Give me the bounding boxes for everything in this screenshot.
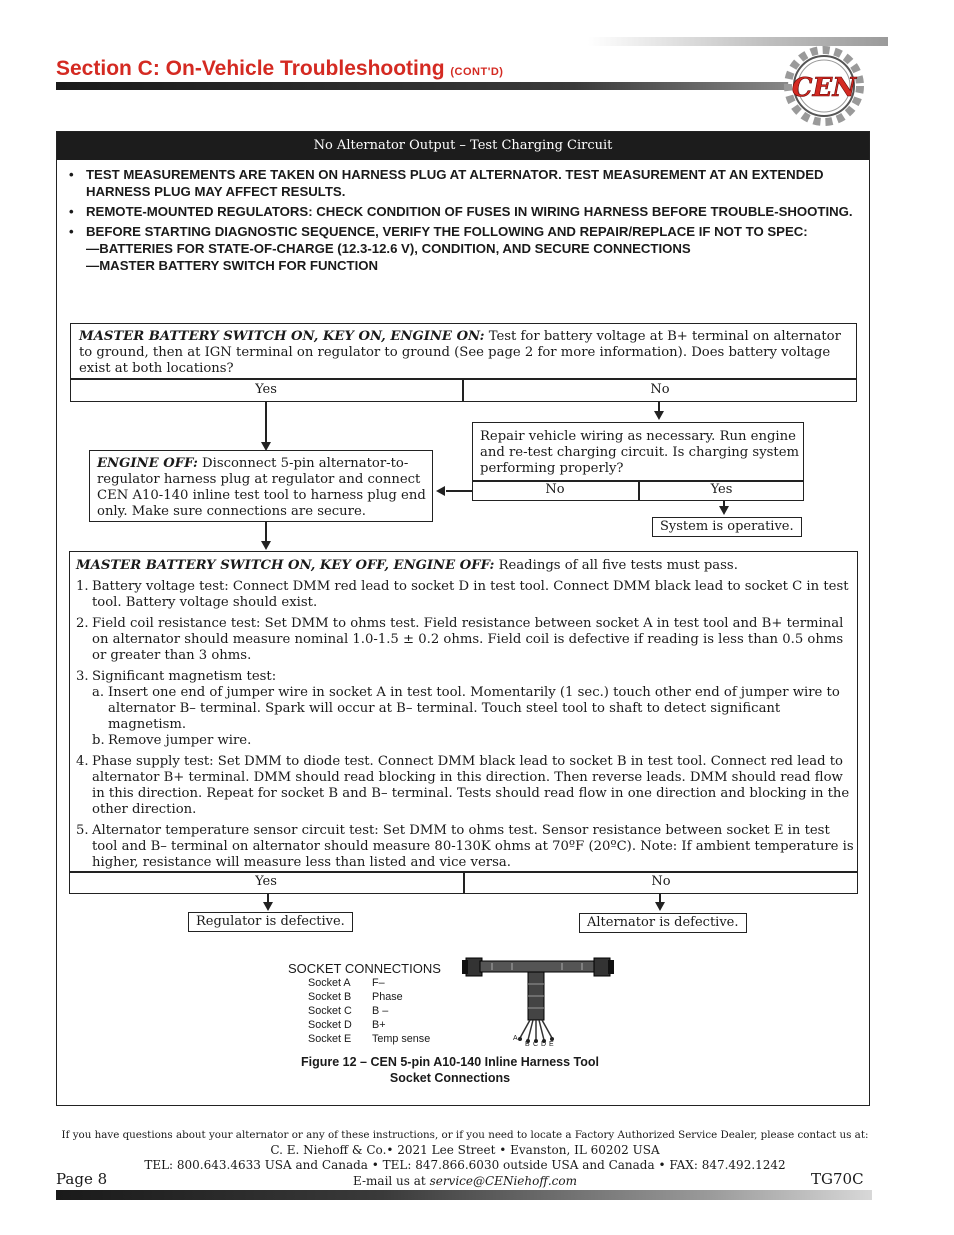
step1-no-label: No bbox=[650, 382, 670, 397]
repair-yes-label: Yes bbox=[710, 482, 733, 497]
socket-row: Socket A F– bbox=[308, 977, 385, 989]
test-step-4: 4. Phase supply test: Set DMM to diode test. Connect DMM black lead to socket B in test tool. Connect red lead to alternator B+ terminal. DMM should read blocking in this direction. Then reverse leads. DMM should read flow in this direction. Repeat for socket B and B– terminal. Tests should read flow in one direction and blocking in the other direction. bbox=[76, 754, 850, 817]
flow-line bbox=[265, 402, 267, 444]
warning-sub-bullet: —BATTERIES FOR STATE-OF-CHARGE (12.3-12.6 V), CONDITION, AND SECURE CONNECTIONS bbox=[86, 241, 691, 256]
alternator-defective-result: Alternator is defective. bbox=[579, 913, 747, 933]
figure-caption: Figure 12 – CEN 5-pin A10-140 Inline Harness Tool Socket Connections bbox=[301, 1055, 599, 1085]
test-step-2: 2. Field coil resistance test: Set DMM to ohms test. Field resistance between socket A in test tool and B+ terminal on alternator should measure nominal 1.0-1.5 ± 0.2 ohms. Field coil is defective if reading is less than 0.5 ohms or greater than 3 ohms. bbox=[76, 616, 844, 663]
step2-yes-label: Yes bbox=[255, 874, 277, 889]
flow-arrow-left-icon bbox=[436, 486, 445, 496]
warning-bullet: • REMOTE-MOUNTED REGULATORS: CHECK CONDITION OF FUSES IN WIRING HARNESS BEFORE TROUBLE-SHOOTING. bbox=[66, 203, 866, 220]
flow-arrow-icon bbox=[719, 506, 729, 515]
pin-label-e: E bbox=[549, 1041, 554, 1048]
step1-yes-label: Yes bbox=[255, 382, 277, 397]
pin-label-a: A bbox=[513, 1035, 518, 1042]
pin-label-d: D bbox=[541, 1041, 547, 1048]
footer-phone: TEL: 800.643.4633 USA and Canada • TEL: 847.866.6030 outside USA and Canada • FAX: 847.492.1242 bbox=[144, 1158, 786, 1172]
test-step-3: 3. Significant magnetism test: a. Insert one end of jumper wire in socket A in test tool. Momentarily (1 sec.) touch other end of jumper wire to alternator B– terminal. Spark will occur at B– terminal. Touch steel tool to shaft to detect significant magnetism. b. Remove jumper wire. bbox=[76, 669, 854, 749]
socket-connections-heading: SOCKET CONNECTIONS bbox=[288, 961, 441, 976]
warning-bullet: • BEFORE STARTING DIAGNOSTIC SEQUENCE, VERIFY THE FOLLOWING AND REPAIR/REPLACE IF NOT TO SPEC: bbox=[66, 223, 866, 240]
system-operative-result: System is operative. bbox=[652, 517, 802, 537]
flow-arrow-icon bbox=[654, 411, 664, 420]
flow-line bbox=[446, 490, 472, 492]
step2-no-label: No bbox=[651, 874, 671, 889]
socket-row: Socket D B+ bbox=[308, 1019, 386, 1031]
socket-row: Socket B Phase bbox=[308, 991, 403, 1003]
warning-bullet: • TEST MEASUREMENTS ARE TAKEN ON HARNESS PLUG AT ALTERNATOR. TEST MEASUREMENT AT AN EXTENDED HARNESS PLUG MAY AFFECT RESULTS. bbox=[66, 166, 866, 200]
pin-label-c: C bbox=[533, 1041, 539, 1048]
repair-no-label: No bbox=[545, 482, 565, 497]
header-rule bbox=[56, 82, 796, 90]
repair-text: Repair vehicle wiring as necessary. Run engine and re-test charging circuit. Is charging system performing properly? bbox=[480, 429, 800, 476]
test-substep-b: b. Remove jumper wire. bbox=[92, 733, 252, 748]
regulator-defective-result: Regulator is defective. bbox=[188, 912, 353, 932]
test-step-1: 1. Battery voltage test: Connect DMM red lead to socket D in test tool. Connect DMM black lead to socket C in test tool. Battery voltage should exist. bbox=[76, 579, 849, 610]
flow-arrow-icon bbox=[261, 541, 271, 550]
flow-line bbox=[265, 522, 267, 542]
test-step-5: 5. Alternator temperature sensor circuit test: Set DMM to ohms test. Sensor resistance between socket E in test tool and B– terminal on alternator should measure 80-130K ohms at 70ºF (20ºC). Note: If ambient temperature is higher, resistance will measure less than listed and vice versa. bbox=[76, 823, 854, 870]
harness-tool-illustration bbox=[462, 954, 614, 1050]
procedure-title: No Alternator Output – Test Charging Circuit bbox=[57, 132, 869, 160]
flow-arrow-icon bbox=[655, 902, 665, 911]
socket-row: Socket E Temp sense bbox=[308, 1033, 431, 1045]
test-substep-a: a. Insert one end of jumper wire in socket A in test tool. Momentarily (1 sec.) touch other end of jumper wire to alternator B– terminal. Spark will occur at B– terminal. Touch steel tool to shaft to detect significant magnetism. bbox=[92, 685, 840, 732]
step2-text bbox=[76, 558, 854, 876]
cen-logo bbox=[776, 38, 872, 134]
email-link[interactable]: service@CENiehoff.com bbox=[429, 1174, 577, 1188]
engine-off-text: ENGINE OFF: Disconnect 5-pin alternator-to-regulator harness plug at regulator and connect CEN A10-140 inline test tool to harness plug end only. Make sure connections are secure. bbox=[97, 456, 426, 519]
page-number: Page 8 bbox=[56, 1170, 108, 1188]
warning-bullets bbox=[66, 166, 866, 274]
pin-label-b: B bbox=[525, 1041, 530, 1048]
logo-text: CEN bbox=[791, 73, 857, 103]
page-title: Section C: On-Vehicle Troubleshooting (CONT'D) bbox=[56, 57, 504, 80]
footer-email: E-mail us at service@CENiehoff.com bbox=[353, 1174, 577, 1188]
step1-text: MASTER BATTERY SWITCH ON, KEY ON, ENGINE ON: Test for battery voltage at B+ terminal on alternator to ground, then at IGN terminal on regulator to ground (See page 2 for more information). Does battery voltage exist at both locations? bbox=[79, 329, 841, 376]
flow-arrow-icon bbox=[263, 902, 273, 911]
footer-address: C. E. Niehoff & Co.• 2021 Lee Street • Evanston, IL 60202 USA bbox=[270, 1143, 660, 1157]
socket-row: Socket C B – bbox=[308, 1005, 389, 1017]
step2-lead: MASTER BATTERY SWITCH ON, KEY OFF, ENGINE OFF: Readings of all five tests must pass. bbox=[76, 558, 738, 573]
warning-sub-bullet: —MASTER BATTERY SWITCH FOR FUNCTION bbox=[86, 258, 379, 273]
footer-rule bbox=[56, 1190, 872, 1200]
footer-contact-note: If you have questions about your alternator or any of these instructions, or if you need to locate a Factory Authorized Service Dealer, please contact us at: bbox=[61, 1129, 869, 1141]
doc-code: TG70C bbox=[811, 1170, 864, 1188]
socket-table bbox=[308, 976, 430, 1046]
